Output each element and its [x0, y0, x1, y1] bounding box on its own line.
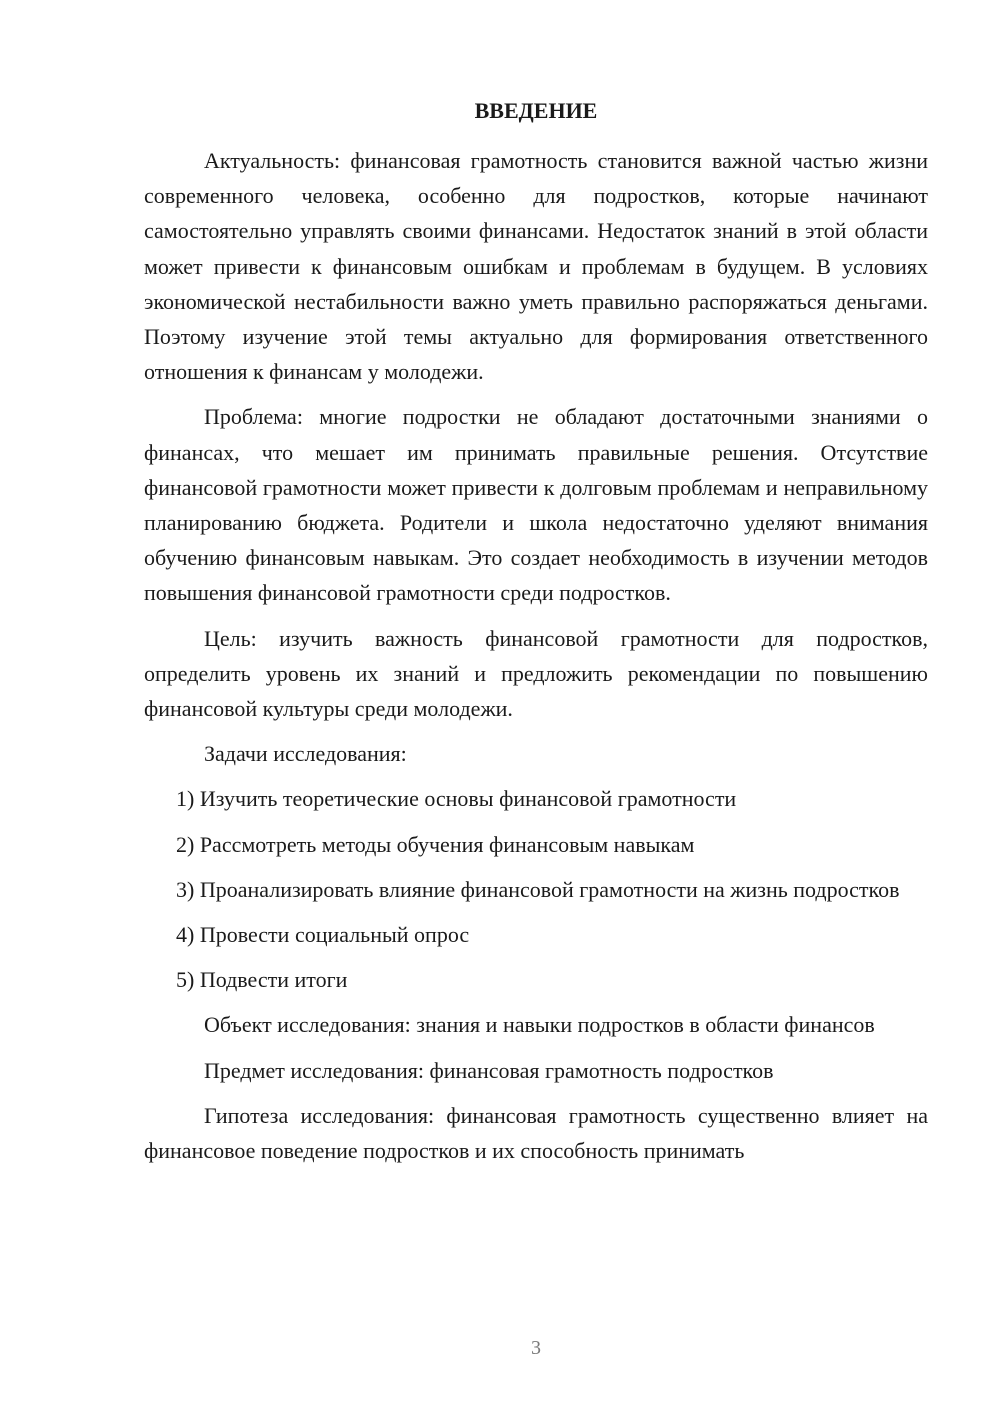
- relevance-paragraph: Актуальность: финансовая грамотность становится важной частью жизни современного человека, особенно для подростков, которые начинают самостоятельно управлять своими финансами. Недостаток знаний в этой области может привести к финансовым ошибкам и проблемам в будущем. В условиях экономической нестабильности важно уметь правильно распоряжаться деньгами. Поэтому изучение этой темы актуально для формирования ответственного отношения к финансам у молодежи.: [144, 148, 928, 385]
- tasks-list: [144, 781, 928, 997]
- hypothesis-paragraph: Гипотеза исследования: финансовая грамотность существенно влияет на финансовое поведение подростков и их способность принимать: [144, 1102, 928, 1164]
- task-item-2: 2) Рассмотреть методы обучения финансовым навыкам: [176, 831, 695, 857]
- task-item-4: 4) Провести социальный опрос: [176, 922, 470, 948]
- page-content: [144, 95, 928, 1178]
- tasks-heading: Задачи исследования:: [204, 741, 407, 767]
- research-subject-paragraph: Предмет исследования: финансовая грамотность подростков: [204, 1057, 774, 1083]
- task-item-5: 5) Подвести итоги: [176, 967, 348, 993]
- section-title: ВВЕДЕНИЕ: [474, 98, 598, 123]
- task-item-1: 1) Изучить теоретические основы финансовой грамотности: [176, 786, 737, 812]
- goal-paragraph: Цель: изучить важность финансовой грамотности для подростков, определить уровень их знаний и предложить рекомендации по повышению финансовой культуры среди молодежи.: [144, 625, 928, 722]
- research-object-paragraph: Объект исследования: знания и навыки подростков в области финансов: [204, 1012, 875, 1038]
- problem-paragraph: Проблема: многие подростки не обладают достаточными знаниями о финансах, что мешает им принимать правильные решения. Отсутствие финансовой грамотности может привести к долговым проблемам и неправильному планированию бюджета. Родители и школа недостаточно уделяют внимания обучению финансовым навыкам. Это создает необходимость в изучении методов повышения финансовой грамотности среди подростков.: [144, 404, 928, 606]
- task-item-3: 3) Проанализировать влияние финансовой грамотности на жизнь подростков: [176, 876, 900, 902]
- page-number: 3: [531, 1337, 541, 1359]
